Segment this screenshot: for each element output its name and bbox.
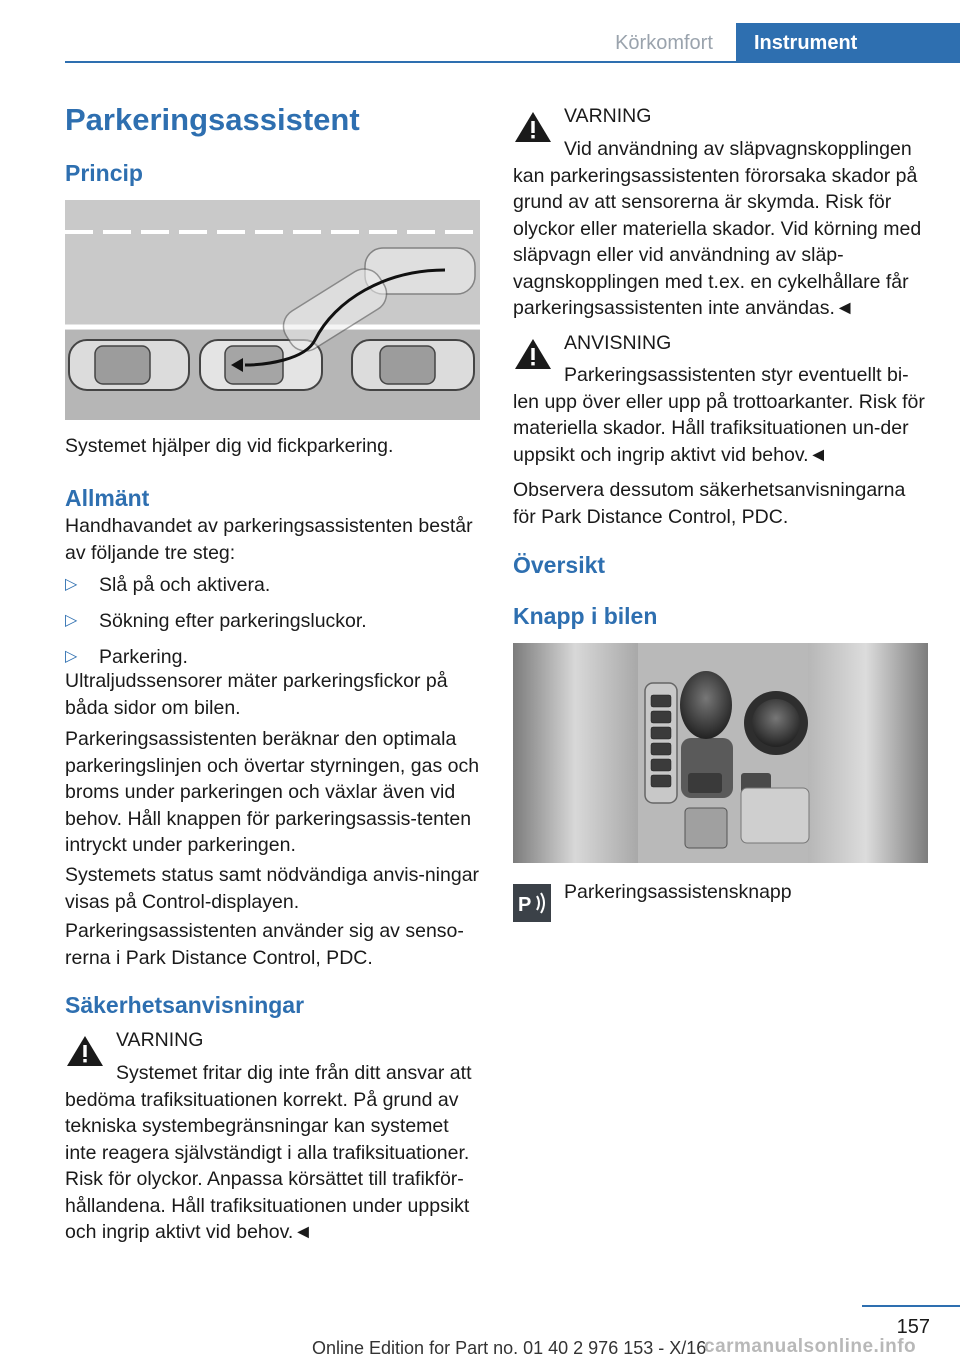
list-item: [65, 608, 481, 644]
svg-text:P: P: [518, 894, 532, 916]
allmant-intro: Handhavandet av parkeringsassistenten består av följande tre steg:: [65, 515, 473, 564]
page-title: Parkeringsassistent: [65, 102, 360, 137]
warning1-title: VARNING: [116, 1029, 204, 1051]
header-divider: [65, 61, 960, 63]
allmant-heading: Allmänt: [65, 485, 150, 511]
step-text: Sökning efter parkeringsluckor.: [99, 610, 367, 632]
list-item: [65, 572, 481, 608]
paragraph-pdc: Parkeringsassistenten använder sig av senso‐rerna i Park Distance Control, PDC.: [65, 920, 464, 969]
watermark: carmanualsonline.info: [704, 1336, 917, 1357]
step-text: Slå på och aktivera.: [99, 574, 271, 596]
triangle-bullet-icon: ▷: [65, 648, 78, 665]
parked-car-left: [69, 340, 189, 390]
edition-text: Online Edition for Part no. 01 40 2 976 153 - X/16: [312, 1338, 707, 1358]
parking-diagram: [65, 200, 480, 420]
center-console-photo: [513, 643, 928, 863]
knapp-heading: Knapp i bilen: [513, 603, 658, 629]
warning2-title: VARNING: [564, 105, 652, 127]
button-caption: Parkeringsassistensknapp: [564, 881, 792, 903]
tab-instrument[interactable]: Instrument: [736, 23, 960, 63]
oversikt-heading: Översikt: [513, 552, 606, 578]
paragraph-status: Systemets status samt nödvändiga anvis‐ningar visas på Control-displayen.: [65, 864, 480, 913]
figure-caption: Systemet hjälper dig vid fickparkering.: [65, 435, 394, 457]
paragraph-calculation: Parkeringsassistenten beräknar den optimala parkeringslinjen och övertar styrningen, gas och broms under parkeringen och växlar även vid behov. Håll knappen för parkeringsassis‐tenten intryckt under parkeringen.: [65, 728, 480, 856]
step-text: Parkering.: [99, 646, 188, 668]
parking-illustration: [65, 200, 480, 420]
notice-text: Parkeringsassistenten styr eventuellt bi‐len upp över eller upp på trottoarkanter. Risk för materiella skador. Håll trafiksituationen un‐der uppsikt och ingrip aktivt vid behov.◄: [513, 364, 925, 466]
observe-text: Observera dessutom säkerhetsanvisningarna för Park Distance Control, PDC.: [513, 479, 906, 528]
parking-assist-button-icon: [513, 884, 551, 922]
princip-heading: Princip: [65, 160, 143, 186]
parked-car-right: [352, 340, 474, 390]
warning2-text: Vid användning av släpvagnskopplingen kan parkeringsassistenten förorsaka skador på grund av att sensorerna är skymda. Risk för olyckor eller materiella skador. Vid körning med släpvagn eller vid användning av släp‐vagnskopplingen med t.ex. en cykelhållare får parkeringsassistenten inte användas.◄: [513, 138, 922, 319]
triangle-bullet-icon: ▷: [65, 576, 78, 593]
page-number: 157: [896, 1316, 930, 1338]
parking-assist-console-button: [651, 695, 671, 707]
tab-korkomfort[interactable]: Körkomfort: [615, 31, 713, 54]
safety-heading: Säkerhetsanvisningar: [65, 992, 305, 1018]
footer-divider: [862, 1305, 960, 1307]
warning1-text: Systemet fritar dig inte från ditt ansvar att bedöma trafiksituationen korrekt. På grund av tekniska systembegränsningar kan systemet inte reagera självständigt i alla trafiksituationer. Risk för olyckor. Anpassa körsättet till trafikför‐hållandena. Håll trafiksituationen under uppsikt och ingrip aktivt vid behov.◄: [65, 1062, 472, 1243]
notice-title: ANVISNING: [564, 332, 672, 354]
triangle-bullet-icon: ▷: [65, 612, 78, 629]
paragraph-sensors: Ultraljudssensorer mäter parkeringsfickor på båda sidor om bilen.: [65, 670, 448, 719]
steps-list: [65, 572, 481, 680]
